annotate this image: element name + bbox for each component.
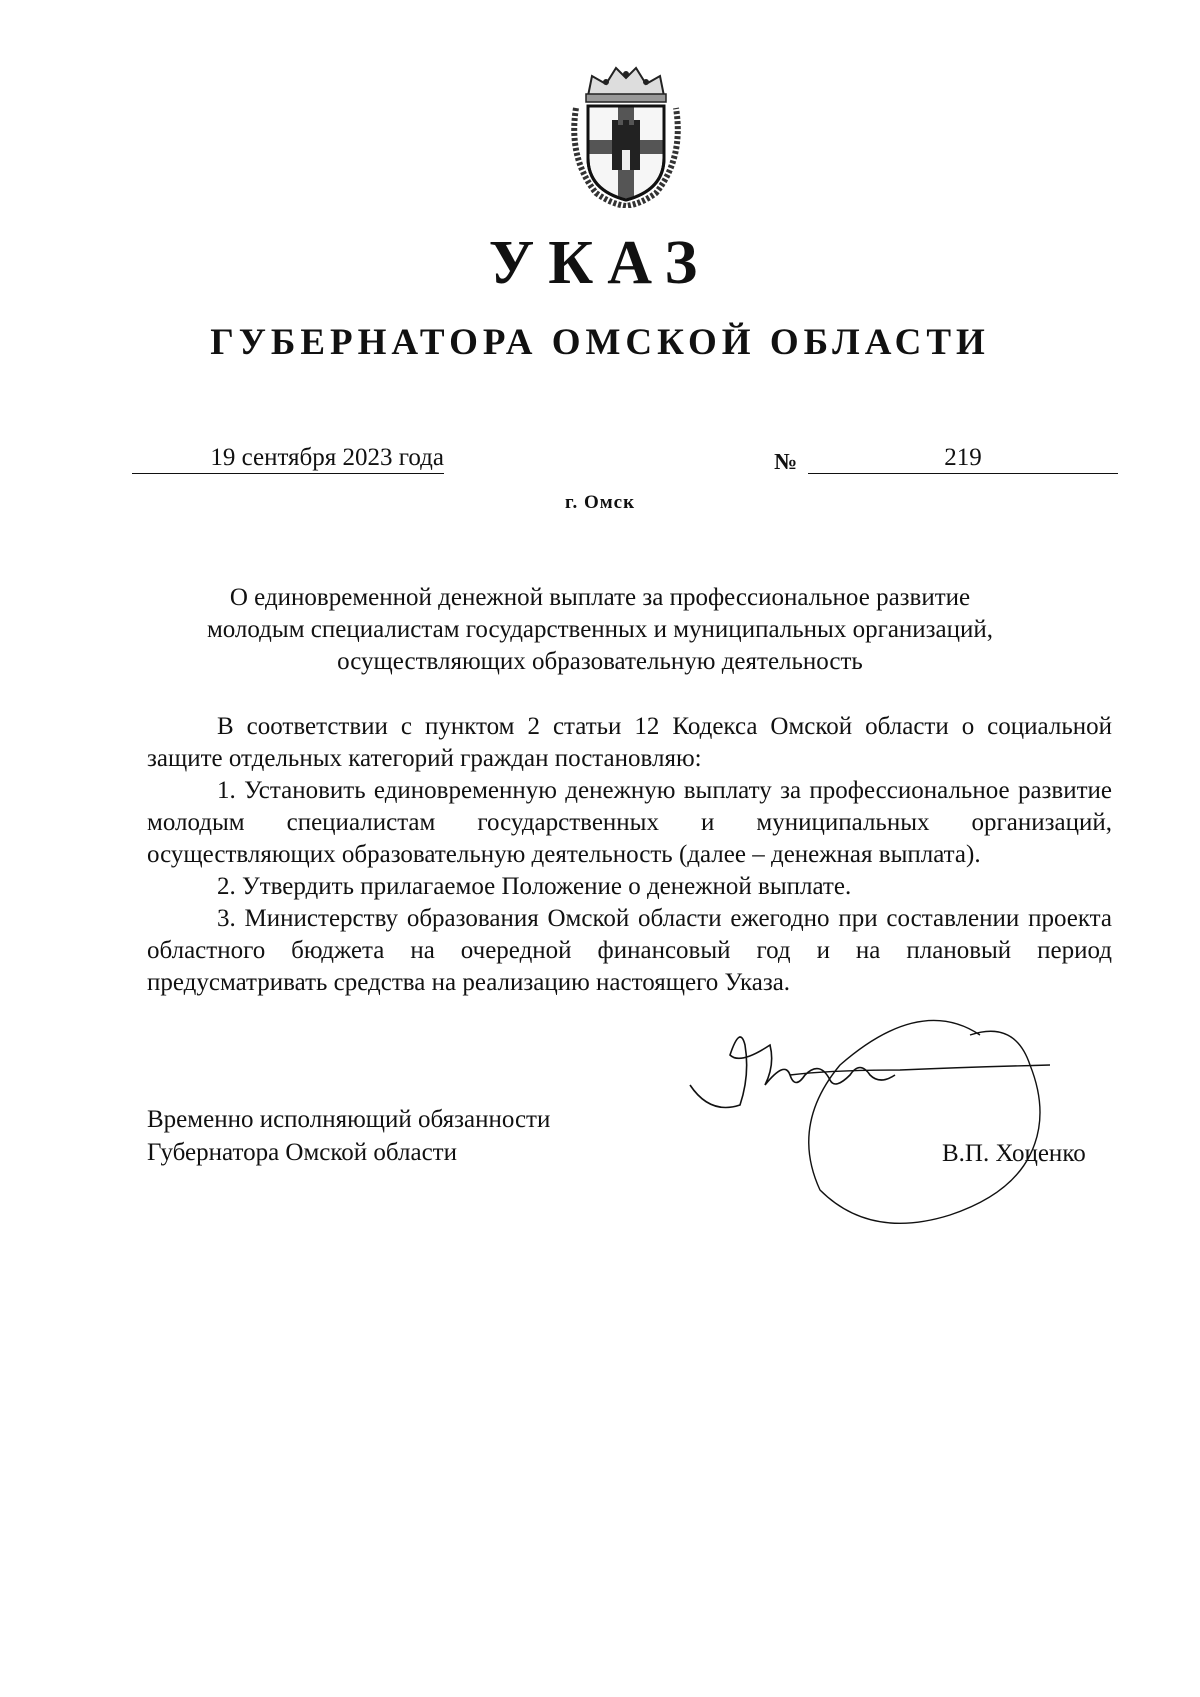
signer-position: [147, 1103, 550, 1169]
issue-city: г. Омск: [564, 492, 636, 513]
subject-line: осуществляющих образовательную деятельность: [337, 648, 863, 675]
number-sign: №: [774, 449, 798, 474]
clause-2: 2. Утвердить прилагаемое Положение о денежной выплате.: [217, 873, 852, 900]
subject-line: О единовременной денежной выплате за профессиональное развитие: [229, 584, 971, 611]
decree-title: УКАЗ: [488, 229, 712, 297]
signer-position-line: Губернатора Омской области: [147, 1139, 457, 1166]
clause-3: 3. Министерству образования Омской области ежегодно при составлении проекта областного бюджета на очередной финансовый год и на плановый период предусматривать средства на реализацию настоящего Указа.: [147, 905, 1112, 996]
decree-issuer: ГУБЕРНАТОРА ОМСКОЙ ОБЛАСТИ: [210, 322, 990, 363]
signer-position-line: Временно исполняющий обязанности: [147, 1106, 551, 1133]
omsk-oblast-coat-of-arms-icon: [566, 58, 686, 208]
decree-body: [147, 711, 1112, 999]
decree-subject: [140, 582, 1060, 678]
signer-name: В.П. Хоценко: [942, 1140, 1086, 1167]
subject-line: молодым специалистам государственных и муниципальных организаций,: [206, 616, 994, 643]
handwritten-signature-icon: [670, 1005, 1090, 1235]
decree-date: 19 сентября 2023 года: [132, 443, 444, 474]
decree-number: 219: [808, 443, 1118, 474]
preamble-paragraph: В соответствии с пунктом 2 статьи 12 Кодекса Омской области о социальной защите отдельных категорий граждан постановляю:: [147, 713, 1112, 772]
clause-1: 1. Установить единовременную денежную выплату за профессиональное развитие молодым специалистам государственных и муниципальных организаций, осуществляющих образовательную деятельность (далее – денежная выплата).: [147, 777, 1112, 868]
